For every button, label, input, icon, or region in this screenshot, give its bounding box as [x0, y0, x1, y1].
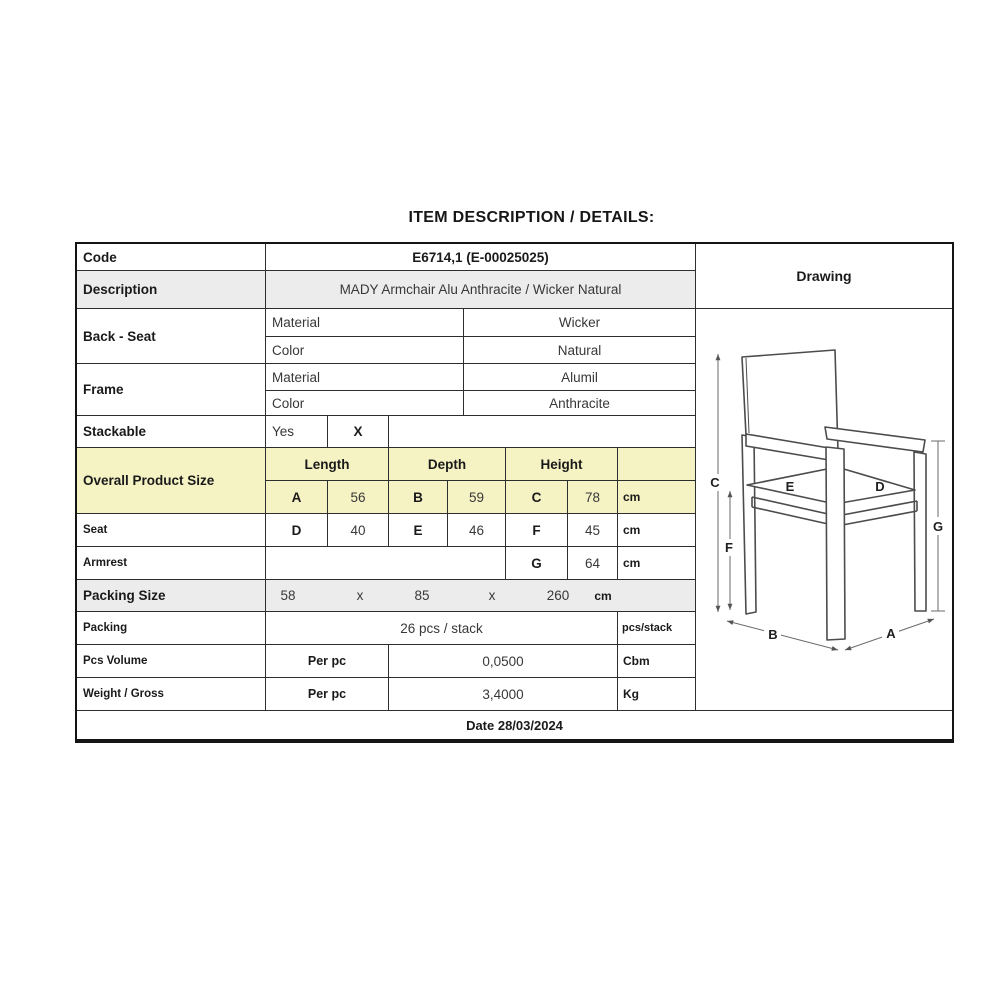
drawing-cell — [696, 309, 952, 711]
dim-label-c: C — [710, 474, 720, 490]
packing-size-v2: 85 — [414, 588, 430, 603]
stackable-mark: X — [328, 416, 389, 448]
frame-label: Frame — [77, 364, 266, 416]
packing-label: Packing — [77, 612, 266, 645]
seat-depth-val: 46 — [448, 514, 506, 547]
overall-size-height-val: 78 — [568, 481, 618, 514]
seat-label: Seat — [77, 514, 266, 547]
armrest-height-val: 64 — [568, 547, 618, 580]
description-label: Description — [77, 271, 266, 309]
dim-label-g: G — [932, 518, 944, 534]
weight-gross-unit: Kg — [618, 678, 696, 711]
overall-size-col-height: Height — [506, 448, 618, 481]
dim-label-b: B — [768, 626, 778, 642]
description-value: MADY Armchair Alu Anthracite / Wicker Natural — [266, 271, 696, 309]
seat-depth-key: E — [389, 514, 448, 547]
packing-size-unit: cm — [594, 588, 612, 603]
overall-size-depth-val: 59 — [448, 481, 506, 514]
back-seat-material-value: Wicker — [464, 309, 696, 337]
packing-size-x1: x — [356, 588, 364, 603]
seat-height-val: 45 — [568, 514, 618, 547]
overall-size-col-depth: Depth — [389, 448, 506, 481]
packing-unit: pcs/stack — [618, 612, 696, 645]
seat-length-val: 40 — [328, 514, 389, 547]
packing-size-value — [266, 580, 696, 612]
packing-size-x2: x — [488, 588, 496, 603]
overall-size-header-empty — [618, 448, 696, 481]
back-seat-label: Back - Seat — [77, 309, 266, 364]
chair-drawing — [696, 309, 952, 711]
code-label: Code — [77, 244, 266, 271]
code-value: E6714,1 (E-00025025) — [266, 244, 696, 271]
packing-size-v3: 260 — [546, 588, 570, 603]
frame-color-value: Anthracite — [464, 391, 696, 416]
weight-gross-label: Weight / Gross — [77, 678, 266, 711]
dim-label-f: F — [725, 539, 733, 555]
weight-gross-per: Per pc — [266, 678, 389, 711]
pcs-volume-per: Per pc — [266, 645, 389, 678]
seat-length-key: D — [266, 514, 328, 547]
date-row: Date 28/03/2024 — [466, 717, 563, 733]
dim-label-e: E — [785, 478, 795, 494]
pcs-volume-value: 0,0500 — [389, 645, 618, 678]
packing-value: 26 pcs / stack — [266, 612, 618, 645]
seat-height-key: F — [506, 514, 568, 547]
overall-size-col-length: Length — [266, 448, 389, 481]
armrest-empty-cell — [266, 547, 506, 580]
dim-label-d: D — [875, 478, 885, 494]
stackable-option: Yes — [266, 416, 328, 448]
frame-material-label: Material — [266, 364, 464, 391]
page-title: ITEM DESCRIPTION / DETAILS: — [408, 209, 655, 226]
seat-unit: cm — [618, 514, 696, 547]
chair-outline — [742, 350, 926, 640]
packing-size-label: Packing Size — [77, 580, 266, 612]
overall-size-height-key: C — [506, 481, 568, 514]
dim-label-a: A — [886, 625, 896, 641]
pcs-volume-label: Pcs Volume — [77, 645, 266, 678]
back-seat-color-value: Natural — [464, 337, 696, 364]
overall-size-length-val: 56 — [328, 481, 389, 514]
stackable-empty-cell — [389, 416, 696, 448]
drawing-header: Drawing — [696, 244, 952, 309]
frame-material-value: Alumil — [464, 364, 696, 391]
spec-table — [75, 242, 954, 743]
armrest-height-key: G — [506, 547, 568, 580]
overall-size-unit: cm — [618, 481, 696, 514]
back-seat-color-label: Color — [266, 337, 464, 364]
overall-size-label: Overall Product Size — [77, 448, 266, 514]
frame-color-label: Color — [266, 391, 464, 416]
armrest-unit: cm — [618, 547, 696, 580]
back-seat-material-label: Material — [266, 309, 464, 337]
weight-gross-value: 3,4000 — [389, 678, 618, 711]
overall-size-length-key: A — [266, 481, 328, 514]
armrest-label: Armrest — [77, 547, 266, 580]
stackable-label: Stackable — [77, 416, 266, 448]
pcs-volume-unit: Cbm — [618, 645, 696, 678]
packing-size-v1: 58 — [280, 588, 296, 603]
overall-size-depth-key: B — [389, 481, 448, 514]
